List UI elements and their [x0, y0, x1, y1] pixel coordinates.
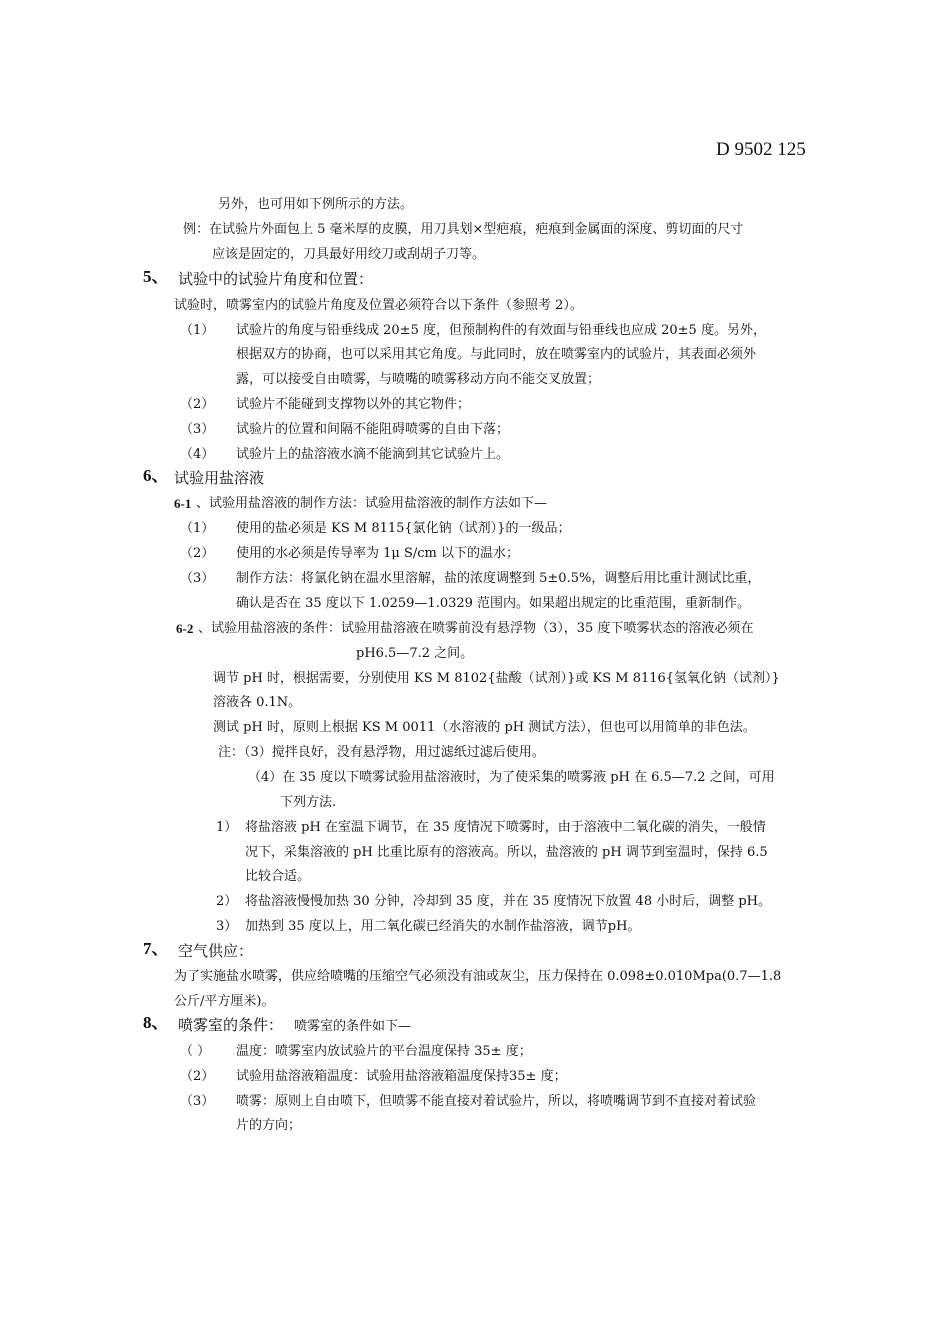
- subsection-6-1-number: 6-1: [174, 496, 192, 511]
- list-item-text: 温度：喷雾室内放试验片的平台温度保持 35± 度；: [236, 1044, 532, 1059]
- example-line-2: 应该是固定的，刀具最好用绞刀或刮胡子刀等。: [212, 247, 486, 262]
- list-item-number: （2）: [180, 1069, 215, 1084]
- list-item-text: 试验片的位置和间隔不能阻碍喷雾的自由下落；: [236, 422, 510, 437]
- list-item-text: 露，可以接受自由喷雾，与喷嘴的喷雾移动方向不能交叉放置；: [236, 372, 601, 387]
- method-text: 将盐溶液 pH 在室温下调节，在 35 度情况下喷雾时，由于溶液中二氧化碳的消失，一般情: [245, 820, 766, 835]
- section-8-title-rest: 喷雾室的条件如下—: [294, 1019, 412, 1034]
- list-item-number: （4）: [180, 447, 215, 462]
- list-item-text: 根据双方的协商，也可以采用其它角度。与此同时，放在喷雾室内的试验片，其表面必须外: [236, 347, 757, 362]
- section-7-line-1: 为了实施盐水喷雾，供应给喷嘴的压缩空气必须没有油或灰尘，压力保持在 0.098±0.010Mpa(0.7—1.8: [174, 969, 782, 984]
- method-number: 3）: [216, 919, 238, 934]
- section-8-title: 喷雾室的条件：: [178, 1016, 284, 1034]
- list-item-text: 喷雾：原则上自由喷下，但喷雾不能直接对着试验片，所以，将喷嘴调节到不直接对着试验: [236, 1094, 757, 1109]
- ph-adjust-line-1: 调节 pH 时，根据需要，分别使用 KS M 8102{盐酸（试剂）}或 KS M 8116{氢氧化钠（试剂）}: [213, 671, 780, 686]
- method-number: 1）: [216, 820, 238, 835]
- section-7-number: 7、: [143, 939, 169, 958]
- subsection-6-2-number: 6-2: [176, 621, 194, 636]
- method-text: 况下，采集溶液的 pH 比重比原有的溶液高。所以，盐溶液的 pH 调节到室温时，保持 6.5: [245, 845, 768, 860]
- section-6-number: 6、: [143, 466, 169, 485]
- list-item-text: 使用的水必须是传导率为 1μ S/cm 以下的温水；: [236, 546, 520, 561]
- list-item-text: 使用的盐必须是 KS M 8115{氯化钠（试剂）}的一级品；: [236, 521, 571, 536]
- list-item-text: 制作方法：将氯化钠在温水里溶解，盐的浓度调整到 5±0.5%，调整后用比重计测试比重，: [236, 571, 761, 586]
- section-7-line-2: 公斤/平方厘米)。: [174, 994, 275, 1009]
- section-7-title: 空气供应：: [178, 942, 254, 960]
- list-item-number: （3）: [180, 422, 215, 437]
- list-item-text: 试验片不能碰到支撑物以外的其它物件；: [236, 397, 471, 412]
- ph-test-line: 测试 pH 时，原则上根据 KS M 0011（水溶液的 pH 测试方法），但也可以用简单的非色法。: [213, 720, 756, 735]
- note-4-line-1: （4）在 35 度以下喷雾试验用盐溶液时，为了使采集的喷雾液 pH 在 6.5—7.2 之间，可用: [248, 770, 775, 785]
- list-item-number: （1）: [180, 521, 215, 536]
- list-item-number: （2）: [180, 546, 215, 561]
- note-4-line-2: 下列方法.: [280, 795, 337, 810]
- list-item-number: （2）: [180, 397, 215, 412]
- example-line-1: 例：在试验片外面包上 5 毫米厚的皮膜，用刀具划×型疤痕，疤痕到金属面的深度、剪切面的尺寸: [183, 222, 744, 237]
- method-text: 将盐溶液慢慢加热 30 分钟，冷却到 35 度，并在 35 度情况下放置 48 小时后，调整 pH。: [245, 894, 772, 909]
- subsection-6-2-text: 、试验用盐溶液的条件：试验用盐溶液在喷雾前没有悬浮物（3），35 度下喷雾状态的溶液必须在: [198, 621, 754, 636]
- ph-adjust-line-2: 溶液各 0.1N。: [213, 695, 302, 710]
- method-text: 比较合适。: [245, 869, 311, 884]
- section-5-number: 5、: [143, 267, 169, 286]
- list-item-number: （3）: [180, 1094, 215, 1109]
- list-item-number: （1）: [180, 323, 215, 338]
- method-text: 加热到 35 度以上，用二氧化碳已经消失的水制作盐溶液，调节pH。: [245, 919, 641, 934]
- note-3: 注：（3）搅拌良好，没有悬浮物，用过滤纸过滤后使用。: [218, 745, 545, 760]
- section-5-lead: 试验时，喷雾室内的试验片角度及位置必须符合以下条件（参照考 2）。: [174, 298, 583, 313]
- document-code: D 9502 125: [716, 139, 806, 160]
- section-8-number: 8、: [143, 1013, 169, 1032]
- method-number: 2）: [216, 894, 238, 909]
- list-item-text: 片的方向；: [236, 1118, 302, 1133]
- section-5-title: 试验中的试验片角度和位置：: [178, 270, 374, 288]
- list-item-text: 确认是否在 35 度以下 1.0259—1.0329 范围内。如果超出规定的比重范围，重新制作。: [236, 596, 751, 611]
- list-item-number: （3）: [180, 571, 215, 586]
- list-item-number: （ ）: [180, 1044, 211, 1059]
- list-item-text: 试验片上的盐溶液水滴不能滴到其它试验片上。: [236, 447, 510, 462]
- list-item-text: 试验用盐溶液箱温度：试验用盐溶液箱温度保持35± 度；: [236, 1069, 567, 1084]
- intro-line: 另外，也可用如下例所示的方法。: [218, 197, 414, 212]
- list-item-text: 试验片的角度与铅垂线成 20±5 度，但预制构件的有效面与铅垂线也应成 20±5 度。另外，: [236, 323, 766, 338]
- subsection-6-1-text: 、试验用盐溶液的制作方法：试验用盐溶液的制作方法如下—: [196, 496, 548, 511]
- section-6-title: 试验用盐溶液: [174, 469, 265, 487]
- subsection-6-2-text-cont: pH6.5—7.2 之间。: [356, 646, 474, 661]
